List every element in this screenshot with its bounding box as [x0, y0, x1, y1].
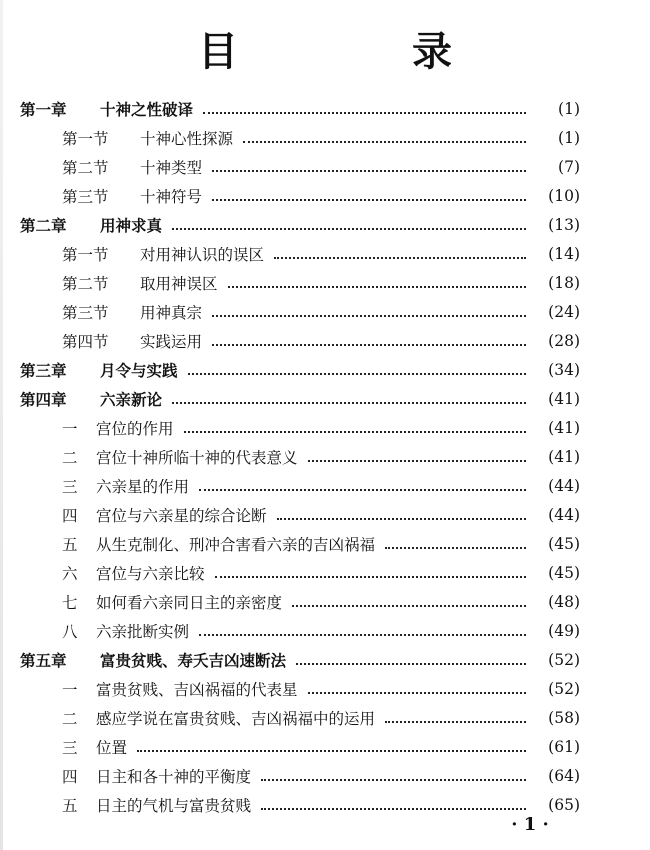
toc-entry-label: 第一章 [20, 100, 67, 119]
toc-entry-title: 实践运用 [140, 332, 203, 351]
toc-section-row [0, 123, 650, 152]
toc-item-row [0, 413, 650, 442]
toc-entry-label: 第四章 [20, 390, 67, 409]
toc-entry-label: 六 [62, 564, 78, 583]
toc-page-number: (1) [558, 99, 580, 118]
dot-leader [277, 518, 526, 520]
toc-item-row [0, 732, 650, 761]
toc-entry-label: 第三章 [20, 361, 67, 380]
toc-entry-title: 月令与实践 [100, 361, 178, 380]
toc-entry-label: 四 [62, 506, 78, 525]
toc-chapter-row [0, 94, 650, 123]
toc-section-row [0, 181, 650, 210]
toc-entry-title: 富贵贫贱、寿夭吉凶速断法 [100, 651, 287, 670]
toc-entry-title: 宫位与六亲比较 [96, 564, 205, 583]
toc-item-row [0, 761, 650, 790]
toc-item-row [0, 558, 650, 587]
toc-entry-title: 用神求真 [100, 216, 163, 235]
toc-entry-title: 日主和各十神的平衡度 [96, 767, 252, 786]
page-number-footer: · 1 · [511, 814, 549, 835]
toc-item-row [0, 471, 650, 500]
toc-page-number: (41) [548, 447, 580, 466]
toc-page-number: (18) [548, 273, 580, 292]
table-of-contents [0, 94, 650, 819]
toc-item-row [0, 674, 650, 703]
toc-page-number: (28) [548, 331, 580, 350]
toc-entry-title: 位置 [96, 738, 128, 757]
dot-leader [308, 460, 526, 462]
toc-chapter-row [0, 355, 650, 384]
toc-entry-label: 第三节 [62, 303, 109, 322]
toc-entry-title: 富贵贫贱、吉凶祸福的代表星 [96, 680, 298, 699]
toc-entry-label: 二 [62, 709, 78, 728]
dot-leader [228, 286, 526, 288]
toc-item-row [0, 500, 650, 529]
dot-leader [199, 634, 526, 636]
dot-leader [274, 257, 526, 259]
dot-leader [261, 779, 526, 781]
dot-leader [184, 431, 526, 433]
dot-leader [212, 315, 526, 317]
toc-page-number: (52) [548, 679, 580, 698]
toc-chapter-row [0, 210, 650, 239]
toc-entry-title: 十神类型 [140, 158, 203, 177]
toc-section-row [0, 297, 650, 326]
toc-section-row [0, 268, 650, 297]
toc-page-number: (41) [548, 389, 580, 408]
toc-entry-label: 第二章 [20, 216, 67, 235]
toc-page-number: (1) [558, 128, 580, 147]
toc-page-number: (24) [548, 302, 580, 321]
toc-item-row [0, 442, 650, 471]
dot-leader [261, 808, 526, 810]
toc-entry-label: 第三节 [62, 187, 109, 206]
toc-entry-title: 用神真宗 [140, 303, 203, 322]
toc-entry-title: 六亲星的作用 [96, 477, 190, 496]
page-title: 目 录 [198, 29, 532, 75]
toc-page-number: (44) [548, 476, 580, 495]
toc-entry-title: 六亲新论 [100, 390, 163, 409]
toc-page-number: (64) [548, 766, 580, 785]
toc-entry-label: 四 [62, 767, 78, 786]
toc-entry-title: 六亲批断实例 [96, 622, 190, 641]
toc-entry-label: 第五章 [20, 651, 67, 670]
toc-section-row [0, 239, 650, 268]
dot-leader [212, 199, 526, 201]
toc-page-number: (13) [548, 215, 580, 234]
toc-page-number: (52) [548, 650, 580, 669]
toc-chapter-row [0, 384, 650, 413]
toc-chapter-row [0, 645, 650, 674]
toc-item-row [0, 529, 650, 558]
toc-page-number: (34) [548, 360, 580, 379]
toc-page-number: (45) [548, 534, 580, 553]
toc-page-number: (10) [548, 186, 580, 205]
toc-entry-title: 宫位与六亲星的综合论断 [96, 506, 267, 525]
dot-leader [172, 228, 526, 230]
dot-leader [212, 170, 526, 172]
dot-leader [296, 663, 526, 665]
toc-entry-label: 七 [62, 593, 78, 612]
toc-entry-title: 宫位的作用 [96, 419, 174, 438]
dot-leader [137, 750, 526, 752]
toc-page-number: (45) [548, 563, 580, 582]
dot-leader [199, 489, 526, 491]
toc-entry-label: 第一节 [62, 245, 109, 264]
dot-leader [212, 344, 526, 346]
toc-page-number: (61) [548, 737, 580, 756]
toc-entry-label: 二 [62, 448, 78, 467]
toc-item-row [0, 587, 650, 616]
toc-entry-label: 第二节 [62, 274, 109, 293]
toc-entry-title: 取用神误区 [140, 274, 218, 293]
toc-entry-title: 感应学说在富贵贫贱、吉凶祸福中的运用 [96, 709, 376, 728]
toc-entry-title: 对用神认识的误区 [140, 245, 265, 264]
toc-entry-label: 八 [62, 622, 78, 641]
toc-entry-label: 第二节 [62, 158, 109, 177]
toc-page-number: (48) [548, 592, 580, 611]
toc-entry-title: 十神之性破译 [100, 100, 194, 119]
dot-leader [215, 576, 526, 578]
toc-entry-title: 十神心性探源 [140, 129, 234, 148]
toc-page-number: (58) [548, 708, 580, 727]
dot-leader [385, 721, 526, 723]
toc-section-row [0, 326, 650, 355]
toc-entry-title: 如何看六亲同日主的亲密度 [96, 593, 283, 612]
toc-entry-title: 宫位十神所临十神的代表意义 [96, 448, 298, 467]
toc-page-number: (44) [548, 505, 580, 524]
dot-leader [292, 605, 526, 607]
toc-entry-label: 一 [62, 419, 78, 438]
dot-leader [188, 373, 526, 375]
toc-page-number: (41) [548, 418, 580, 437]
toc-item-row [0, 616, 650, 645]
dot-leader [385, 547, 526, 549]
toc-item-row [0, 703, 650, 732]
toc-page-number: (14) [548, 244, 580, 263]
toc-section-row [0, 152, 650, 181]
toc-entry-label: 第一节 [62, 129, 109, 148]
toc-entry-label: 五 [62, 535, 78, 554]
dot-leader [172, 402, 526, 404]
toc-entry-label: 第四节 [62, 332, 109, 351]
toc-page-number: (49) [548, 621, 580, 640]
toc-entry-title: 日主的气机与富贵贫贱 [96, 796, 252, 815]
toc-entry-label: 三 [62, 477, 78, 496]
toc-entry-label: 五 [62, 796, 78, 815]
dot-leader [243, 141, 526, 143]
dot-leader [203, 112, 526, 114]
toc-entry-title: 从生克制化、刑冲合害看六亲的吉凶祸福 [96, 535, 376, 554]
dot-leader [308, 692, 526, 694]
toc-page-number: (65) [548, 795, 580, 814]
toc-entry-label: 三 [62, 738, 78, 757]
toc-entry-label: 一 [62, 680, 78, 699]
toc-page-number: (7) [558, 157, 580, 176]
toc-entry-title: 十神符号 [140, 187, 203, 206]
